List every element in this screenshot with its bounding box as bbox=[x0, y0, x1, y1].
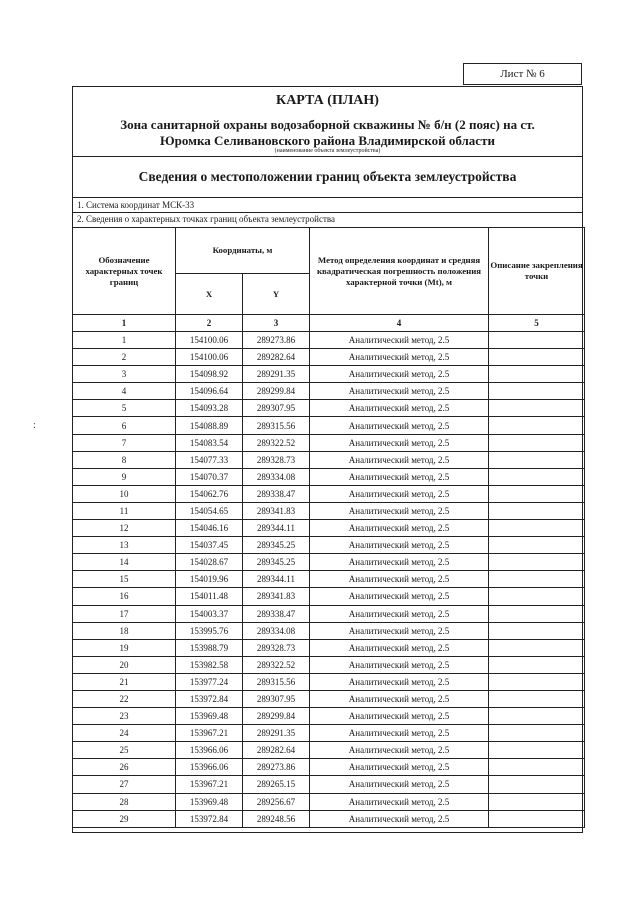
method-cell: Аналитический метод, 2.5 bbox=[310, 434, 489, 451]
x-coordinate-cell: 153995.76 bbox=[176, 622, 243, 639]
col-desc-header: Описание закрепления точки bbox=[489, 228, 585, 315]
y-coordinate-cell: 289299.84 bbox=[243, 708, 310, 725]
table-row bbox=[73, 725, 585, 742]
description-cell bbox=[489, 690, 585, 707]
description-cell bbox=[489, 349, 585, 366]
x-coordinate-cell: 154062.76 bbox=[176, 485, 243, 502]
method-cell: Аналитический метод, 2.5 bbox=[310, 349, 489, 366]
y-coordinate-cell: 289291.35 bbox=[243, 725, 310, 742]
method-cell: Аналитический метод, 2.5 bbox=[310, 810, 489, 827]
point-number-cell: 22 bbox=[73, 690, 176, 707]
table-row bbox=[73, 537, 585, 554]
x-coordinate-cell: 153977.24 bbox=[176, 673, 243, 690]
x-coordinate-cell: 153969.48 bbox=[176, 793, 243, 810]
title-block bbox=[73, 87, 582, 157]
table-row bbox=[73, 571, 585, 588]
method-cell: Аналитический метод, 2.5 bbox=[310, 554, 489, 571]
description-cell bbox=[489, 554, 585, 571]
description-cell bbox=[489, 451, 585, 468]
table-row bbox=[73, 400, 585, 417]
sheet-number-box bbox=[463, 63, 582, 85]
y-coordinate-cell: 289256.67 bbox=[243, 793, 310, 810]
method-cell: Аналитический метод, 2.5 bbox=[310, 725, 489, 742]
section-title: Сведения о местоположении границ объекта землеустройства bbox=[73, 157, 582, 198]
document-subtitle bbox=[73, 117, 582, 149]
method-cell: Аналитический метод, 2.5 bbox=[310, 451, 489, 468]
points-caption-line bbox=[73, 213, 582, 226]
x-coordinate-cell: 154028.67 bbox=[176, 554, 243, 571]
x-coordinate-cell: 154083.54 bbox=[176, 434, 243, 451]
description-cell bbox=[489, 383, 585, 400]
x-coordinate-cell: 153982.58 bbox=[176, 656, 243, 673]
col-coords-header: Координаты, м bbox=[176, 228, 310, 274]
y-coordinate-cell: 289322.52 bbox=[243, 434, 310, 451]
x-coordinate-cell: 154093.28 bbox=[176, 400, 243, 417]
coord-system-line bbox=[73, 199, 582, 213]
point-number-cell: 2 bbox=[73, 349, 176, 366]
point-number-cell: 25 bbox=[73, 742, 176, 759]
table-row bbox=[73, 605, 585, 622]
y-coordinate-cell: 289273.86 bbox=[243, 332, 310, 349]
y-coordinate-cell: 289328.73 bbox=[243, 451, 310, 468]
description-cell bbox=[489, 622, 585, 639]
point-number-cell: 16 bbox=[73, 588, 176, 605]
table-row bbox=[73, 759, 585, 776]
y-coordinate-cell: 289273.86 bbox=[243, 759, 310, 776]
description-cell bbox=[489, 605, 585, 622]
point-number-cell: 7 bbox=[73, 434, 176, 451]
point-number-cell: 13 bbox=[73, 537, 176, 554]
description-cell bbox=[489, 537, 585, 554]
column-number: 3 bbox=[243, 315, 310, 332]
y-coordinate-cell: 289345.25 bbox=[243, 554, 310, 571]
y-coordinate-cell: 289328.73 bbox=[243, 639, 310, 656]
column-number: 4 bbox=[310, 315, 489, 332]
method-cell: Аналитический метод, 2.5 bbox=[310, 502, 489, 519]
table-row bbox=[73, 554, 585, 571]
method-cell: Аналитический метод, 2.5 bbox=[310, 383, 489, 400]
y-coordinate-cell: 289338.47 bbox=[243, 605, 310, 622]
point-number-cell: 21 bbox=[73, 673, 176, 690]
table-row bbox=[73, 434, 585, 451]
point-number-cell: 27 bbox=[73, 776, 176, 793]
table-row bbox=[73, 520, 585, 537]
point-number-cell: 14 bbox=[73, 554, 176, 571]
coord-system-text: 1. Система координат МСК-33 bbox=[77, 200, 195, 210]
x-coordinate-cell: 153969.48 bbox=[176, 708, 243, 725]
description-cell bbox=[489, 588, 585, 605]
y-coordinate-cell: 289322.52 bbox=[243, 656, 310, 673]
x-coordinate-cell: 153966.06 bbox=[176, 759, 243, 776]
x-coordinate-cell: 154077.33 bbox=[176, 451, 243, 468]
description-cell bbox=[489, 468, 585, 485]
point-number-cell: 10 bbox=[73, 485, 176, 502]
x-coordinate-cell: 154003.37 bbox=[176, 605, 243, 622]
sheet-number: Лист № 6 bbox=[500, 68, 545, 80]
method-cell: Аналитический метод, 2.5 bbox=[310, 742, 489, 759]
x-coordinate-cell: 153972.84 bbox=[176, 810, 243, 827]
point-number-cell: 29 bbox=[73, 810, 176, 827]
x-coordinate-cell: 153972.84 bbox=[176, 690, 243, 707]
x-coordinate-cell: 153988.79 bbox=[176, 639, 243, 656]
x-coordinate-cell: 154100.06 bbox=[176, 349, 243, 366]
x-coordinate-cell: 153967.21 bbox=[176, 725, 243, 742]
document-frame bbox=[72, 86, 583, 833]
table-row bbox=[73, 502, 585, 519]
description-cell bbox=[489, 400, 585, 417]
x-coordinate-cell: 153966.06 bbox=[176, 742, 243, 759]
table-row bbox=[73, 622, 585, 639]
method-cell: Аналитический метод, 2.5 bbox=[310, 605, 489, 622]
description-cell bbox=[489, 434, 585, 451]
table-row bbox=[73, 366, 585, 383]
description-cell bbox=[489, 673, 585, 690]
column-number: 1 bbox=[73, 315, 176, 332]
point-number-cell: 23 bbox=[73, 708, 176, 725]
description-cell bbox=[489, 776, 585, 793]
table-row bbox=[73, 588, 585, 605]
method-cell: Аналитический метод, 2.5 bbox=[310, 520, 489, 537]
col-x-header: X bbox=[176, 274, 243, 315]
column-number-row bbox=[73, 315, 585, 332]
y-coordinate-cell: 289341.83 bbox=[243, 588, 310, 605]
x-coordinate-cell: 154100.06 bbox=[176, 332, 243, 349]
table-row bbox=[73, 485, 585, 502]
description-cell bbox=[489, 639, 585, 656]
point-number-cell: 20 bbox=[73, 656, 176, 673]
y-coordinate-cell: 289291.35 bbox=[243, 366, 310, 383]
table-row bbox=[73, 793, 585, 810]
table-row bbox=[73, 468, 585, 485]
x-coordinate-cell: 154070.37 bbox=[176, 468, 243, 485]
table-row bbox=[73, 451, 585, 468]
y-coordinate-cell: 289282.64 bbox=[243, 349, 310, 366]
method-cell: Аналитический метод, 2.5 bbox=[310, 366, 489, 383]
method-cell: Аналитический метод, 2.5 bbox=[310, 485, 489, 502]
description-cell bbox=[489, 656, 585, 673]
point-number-cell: 1 bbox=[73, 332, 176, 349]
subtitle-line-1: Зона санитарной охраны водозаборной скважины № б/н (2 пояс) на ст. bbox=[120, 117, 535, 132]
table-body bbox=[73, 332, 585, 828]
point-number-cell: 11 bbox=[73, 502, 176, 519]
scan-mark: : bbox=[33, 420, 36, 431]
description-cell bbox=[489, 759, 585, 776]
description-cell bbox=[489, 571, 585, 588]
y-coordinate-cell: 289334.08 bbox=[243, 622, 310, 639]
table-header-row bbox=[73, 228, 585, 274]
method-cell: Аналитический метод, 2.5 bbox=[310, 571, 489, 588]
description-cell bbox=[489, 417, 585, 434]
description-cell bbox=[489, 366, 585, 383]
point-number-cell: 15 bbox=[73, 571, 176, 588]
table-row bbox=[73, 417, 585, 434]
subtitle-caption: (наименование объекта землеустройства) bbox=[274, 148, 381, 154]
col-point-header: Обозначение характерных точек границ bbox=[73, 228, 176, 315]
description-cell bbox=[489, 332, 585, 349]
x-coordinate-cell: 153967.21 bbox=[176, 776, 243, 793]
point-number-cell: 3 bbox=[73, 366, 176, 383]
x-coordinate-cell: 154098.92 bbox=[176, 366, 243, 383]
y-coordinate-cell: 289315.56 bbox=[243, 673, 310, 690]
method-cell: Аналитический метод, 2.5 bbox=[310, 537, 489, 554]
x-coordinate-cell: 154037.45 bbox=[176, 537, 243, 554]
method-cell: Аналитический метод, 2.5 bbox=[310, 759, 489, 776]
table-row bbox=[73, 742, 585, 759]
method-cell: Аналитический метод, 2.5 bbox=[310, 793, 489, 810]
method-cell: Аналитический метод, 2.5 bbox=[310, 417, 489, 434]
y-coordinate-cell: 289345.25 bbox=[243, 537, 310, 554]
table-row bbox=[73, 690, 585, 707]
x-coordinate-cell: 154054.65 bbox=[176, 502, 243, 519]
point-number-cell: 26 bbox=[73, 759, 176, 776]
point-number-cell: 19 bbox=[73, 639, 176, 656]
point-number-cell: 9 bbox=[73, 468, 176, 485]
y-coordinate-cell: 289282.64 bbox=[243, 742, 310, 759]
x-coordinate-cell: 154011.48 bbox=[176, 588, 243, 605]
point-number-cell: 28 bbox=[73, 793, 176, 810]
method-cell: Аналитический метод, 2.5 bbox=[310, 639, 489, 656]
table-row bbox=[73, 673, 585, 690]
y-coordinate-cell: 289344.11 bbox=[243, 571, 310, 588]
y-coordinate-cell: 289315.56 bbox=[243, 417, 310, 434]
description-cell bbox=[489, 742, 585, 759]
method-cell: Аналитический метод, 2.5 bbox=[310, 588, 489, 605]
column-number: 2 bbox=[176, 315, 243, 332]
point-number-cell: 6 bbox=[73, 417, 176, 434]
description-cell bbox=[489, 708, 585, 725]
table-row bbox=[73, 708, 585, 725]
x-coordinate-cell: 154019.96 bbox=[176, 571, 243, 588]
point-number-cell: 18 bbox=[73, 622, 176, 639]
point-number-cell: 17 bbox=[73, 605, 176, 622]
y-coordinate-cell: 289299.84 bbox=[243, 383, 310, 400]
description-cell bbox=[489, 725, 585, 742]
table-row bbox=[73, 332, 585, 349]
point-number-cell: 12 bbox=[73, 520, 176, 537]
table-row bbox=[73, 776, 585, 793]
table-row bbox=[73, 349, 585, 366]
description-cell bbox=[489, 793, 585, 810]
method-cell: Аналитический метод, 2.5 bbox=[310, 656, 489, 673]
x-coordinate-cell: 154046.16 bbox=[176, 520, 243, 537]
y-coordinate-cell: 289334.08 bbox=[243, 468, 310, 485]
table-row bbox=[73, 639, 585, 656]
method-cell: Аналитический метод, 2.5 bbox=[310, 332, 489, 349]
method-cell: Аналитический метод, 2.5 bbox=[310, 673, 489, 690]
y-coordinate-cell: 289307.95 bbox=[243, 400, 310, 417]
points-caption-text: 2. Сведения о характерных точках границ объекта землеустройства bbox=[77, 214, 336, 224]
document-title: КАРТА (ПЛАН) bbox=[276, 93, 379, 108]
table-row bbox=[73, 810, 585, 827]
x-coordinate-cell: 154088.89 bbox=[176, 417, 243, 434]
x-coordinate-cell: 154096.64 bbox=[176, 383, 243, 400]
point-number-cell: 24 bbox=[73, 725, 176, 742]
y-coordinate-cell: 289265.15 bbox=[243, 776, 310, 793]
y-coordinate-cell: 289338.47 bbox=[243, 485, 310, 502]
y-coordinate-cell: 289307.95 bbox=[243, 690, 310, 707]
description-cell bbox=[489, 485, 585, 502]
method-cell: Аналитический метод, 2.5 bbox=[310, 776, 489, 793]
y-coordinate-cell: 289248.56 bbox=[243, 810, 310, 827]
method-cell: Аналитический метод, 2.5 bbox=[310, 708, 489, 725]
description-cell bbox=[489, 810, 585, 827]
point-number-cell: 4 bbox=[73, 383, 176, 400]
description-cell bbox=[489, 520, 585, 537]
description-cell bbox=[489, 502, 585, 519]
y-coordinate-cell: 289341.83 bbox=[243, 502, 310, 519]
method-cell: Аналитический метод, 2.5 bbox=[310, 622, 489, 639]
column-number: 5 bbox=[489, 315, 585, 332]
method-cell: Аналитический метод, 2.5 bbox=[310, 468, 489, 485]
points-table bbox=[72, 227, 585, 828]
method-cell: Аналитический метод, 2.5 bbox=[310, 690, 489, 707]
table-row bbox=[73, 383, 585, 400]
col-y-header: Y bbox=[243, 274, 310, 315]
col-method-header: Метод определения координат и средняя квадратическая погрешность положения характерной точки (Mt), м bbox=[310, 228, 489, 315]
table-row bbox=[73, 656, 585, 673]
y-coordinate-cell: 289344.11 bbox=[243, 520, 310, 537]
point-number-cell: 8 bbox=[73, 451, 176, 468]
method-cell: Аналитический метод, 2.5 bbox=[310, 400, 489, 417]
point-number-cell: 5 bbox=[73, 400, 176, 417]
subtitle-line-2: Юромка Селивановского района Владимирской области bbox=[160, 133, 495, 148]
